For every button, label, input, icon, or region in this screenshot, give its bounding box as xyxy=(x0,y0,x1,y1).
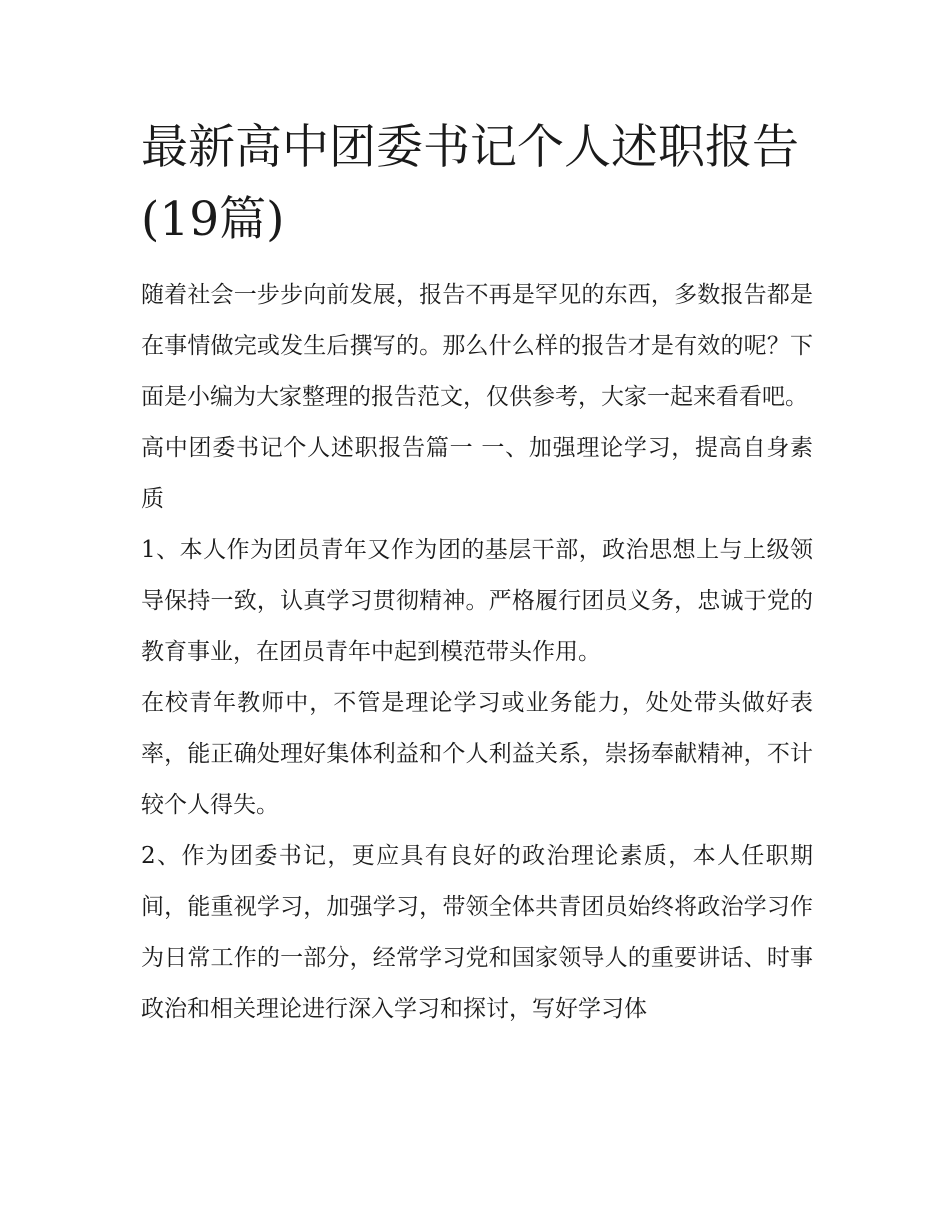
document-page xyxy=(141,112,813,1035)
body-paragraph: 2、作为团委书记，更应具有良好的政治理论素质，本人任职期间，能重视学习，加强学习，带领全体共青团员始终将政治学习作为日常工作的一部分，经常学习党和国家领导人的重要讲话、时事政治和相关理论进行深入学习和探讨，写好学习体 xyxy=(141,843,813,1022)
body-paragraph: 在校青年教师中，不管是理论学习或业务能力，处处带头做好表率，能正确处理好集体利益和个人利益关系，崇扬奉献精神，不计较个人得失。 xyxy=(141,690,813,818)
body-paragraph: 1、本人作为团员青年又作为团的基层干部，政治思想上与上级领导保持一致，认真学习贯彻精神。严格履行团员义务，忠诚于党的教育事业，在团员青年中起到模范带头作用。 xyxy=(141,537,813,665)
section-heading: 高中团委书记个人述职报告篇一 一、加强理论学习，提高自身素质 xyxy=(141,435,813,512)
document-title: 最新高中团委书记个人述职报告(19篇) xyxy=(141,120,799,247)
intro-paragraph: 随着社会一步步向前发展，报告不再是罕见的东西，多数报告都是在事情做完或发生后撰写的。那么什么样的报告才是有效的呢？下面是小编为大家整理的报告范文，仅供参考，大家一起来看看吧。 xyxy=(141,282,813,410)
